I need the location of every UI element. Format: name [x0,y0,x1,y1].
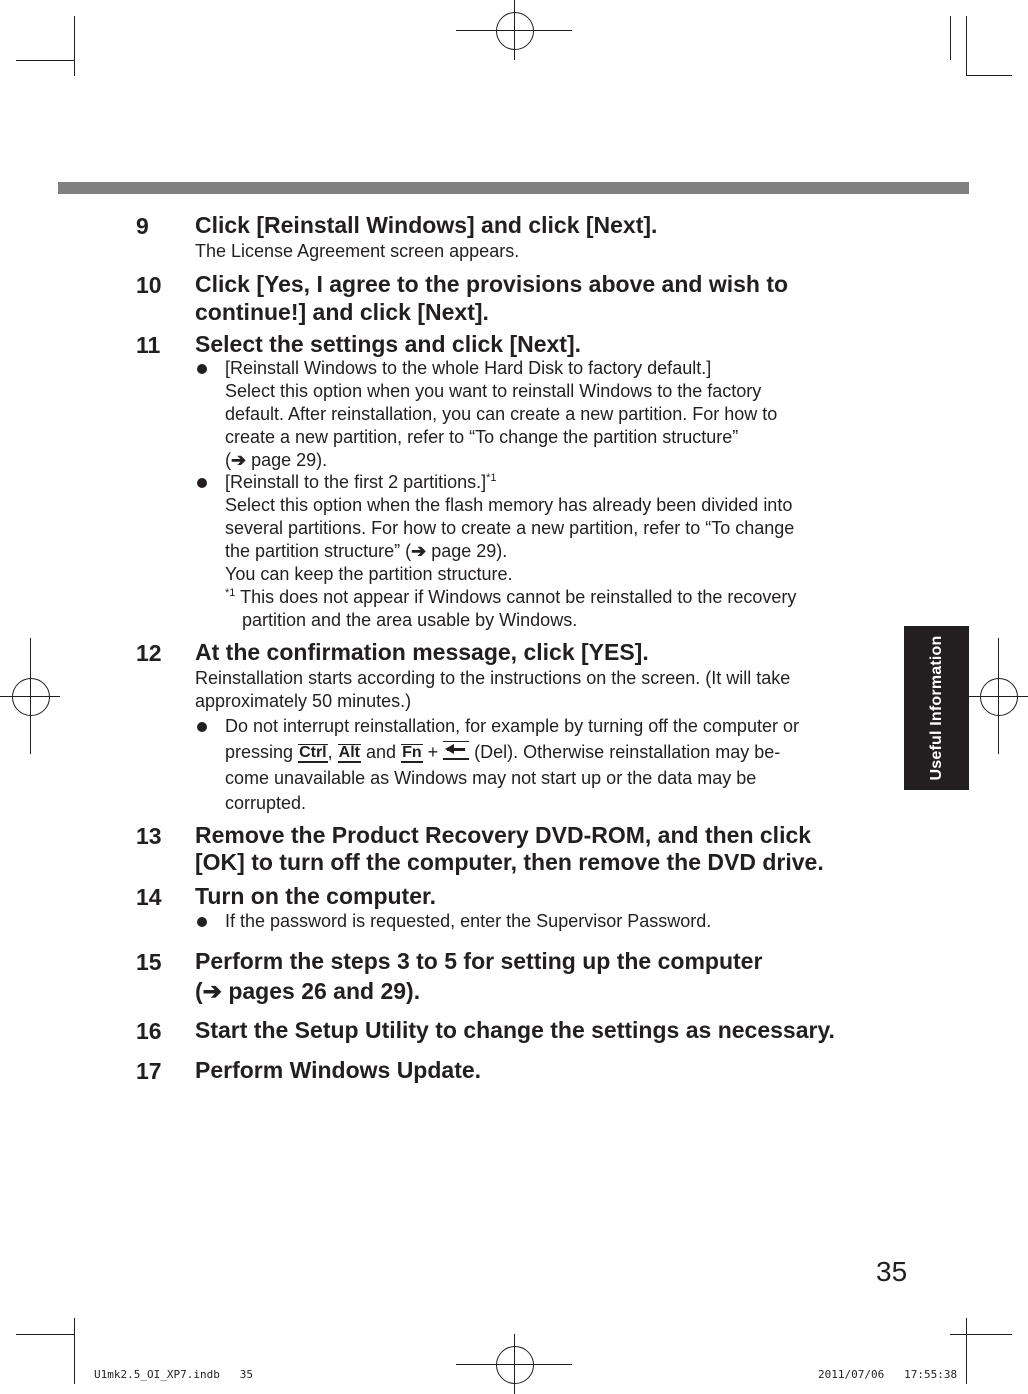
step-heading: Perform the steps 3 to 5 for setting up the computer [195,948,763,974]
step-number: 9 [136,213,149,239]
crop-mark [950,1334,1012,1335]
footnote: $^{*1}$ This does not appear if Windows cannot be reinstalled to the recovery [225,587,797,607]
crop-mark [16,60,75,61]
bullet [197,917,207,927]
option-text: You can keep the partition structure. [225,564,513,584]
registration-mark [0,638,60,754]
crop-mark [966,75,1012,76]
bullet [197,364,207,374]
print-timestamp: 2011/07/06 17:55:38 [818,1368,958,1381]
warning-text: Do not interrupt reinstallation, for example by turning off the computer or [225,716,799,736]
warning-text: corrupted. [225,793,307,813]
arrow-icon: ➔ [202,978,222,1004]
header-rule [58,182,969,194]
registration-mark [456,0,572,60]
step-heading: [OK] to turn off the computer, then remove the DVD drive. [195,849,824,875]
crop-mark [74,16,75,76]
page-reference: (➔ page 29). [225,450,328,470]
print-slug: U1mk2.5_OI_XP7.indb 35 [94,1368,253,1381]
bullet [197,722,207,732]
step-heading: continue!] and click [Next]. [195,299,489,325]
warning-text: pressing Ctrl, Alt and Fn + (Del). Otherwise reinstallation may be- [225,742,781,762]
step-number: 10 [136,272,162,298]
crop-mark [950,16,951,60]
footnote-marker: *1 [486,472,497,484]
option-title: [Reinstall Windows to the whole Hard Disk to factory default.] [225,358,712,378]
fn-key-icon: Fn [402,744,422,761]
alt-key-icon: Alt [338,744,360,761]
step-number: 15 [136,949,162,975]
step-number: 16 [136,1018,162,1044]
footnote: partition and the area usable by Windows. [242,610,578,630]
arrow-icon: ➔ [231,450,247,470]
step-heading: Select the settings and click [Next]. [195,331,582,357]
option-text: Select this option when the flash memory has already been divided into [225,495,793,515]
step-number: 12 [136,640,162,666]
step-number: 14 [136,884,162,910]
step-heading: At the confirmation message, click [YES]. [195,639,649,665]
step-text: Reinstallation starts according to the instructions on the screen. (It will take [195,668,791,688]
backspace-key-icon [443,741,469,760]
crop-mark [966,1318,967,1384]
step-text: The License Agreement screen appears. [195,241,520,261]
registration-mark [968,638,1028,754]
step-number: 13 [136,823,162,849]
option-text: several partitions. For how to create a new partition, refer to “To change [225,518,795,538]
note-text: If the password is requested, enter the Supervisor Password. [225,911,712,931]
crop-mark [74,1318,75,1384]
step-heading: Perform Windows Update. [195,1057,482,1083]
arrow-icon: ➔ [411,541,427,561]
section-tab-label: Useful Information [927,635,945,781]
option-title: [Reinstall to the first 2 partitions.]$^{*1}$ [225,472,497,492]
ctrl-key-icon: Ctrl [299,744,327,761]
page-number: 35 [876,1256,908,1287]
step-text: approximately 50 minutes.) [195,691,412,711]
option-text: create a new partition, refer to “To change the partition structure” [225,427,739,447]
crop-mark [16,1334,75,1335]
step-heading: Start the Setup Utility to change the settings as necessary. [195,1017,835,1043]
page-reference: the partition structure” (➔ page 29). [225,541,508,561]
crop-mark [966,16,967,76]
warning-text: come unavailable as Windows may not start up or the data may be [225,768,757,788]
option-text: Select this option when you want to reinstall Windows to the factory [225,381,762,401]
step-number: 17 [136,1058,162,1084]
step-heading: Click [Yes, I agree to the provisions above and wish to [195,271,789,297]
registration-mark [456,1334,572,1394]
footnote-marker: *1 [225,587,236,599]
step-heading: (➔ pages 26 and 29). [195,978,421,1004]
step-heading: Remove the Product Recovery DVD-ROM, and then click [195,822,812,848]
step-heading: Click [Reinstall Windows] and click [Next]. [195,212,658,238]
section-tab [904,626,969,790]
bullet [197,478,207,488]
step-heading: Turn on the computer. [195,883,437,909]
option-text: default. After reinstallation, you can create a new partition. For how to [225,404,778,424]
step-number: 11 [136,332,161,358]
